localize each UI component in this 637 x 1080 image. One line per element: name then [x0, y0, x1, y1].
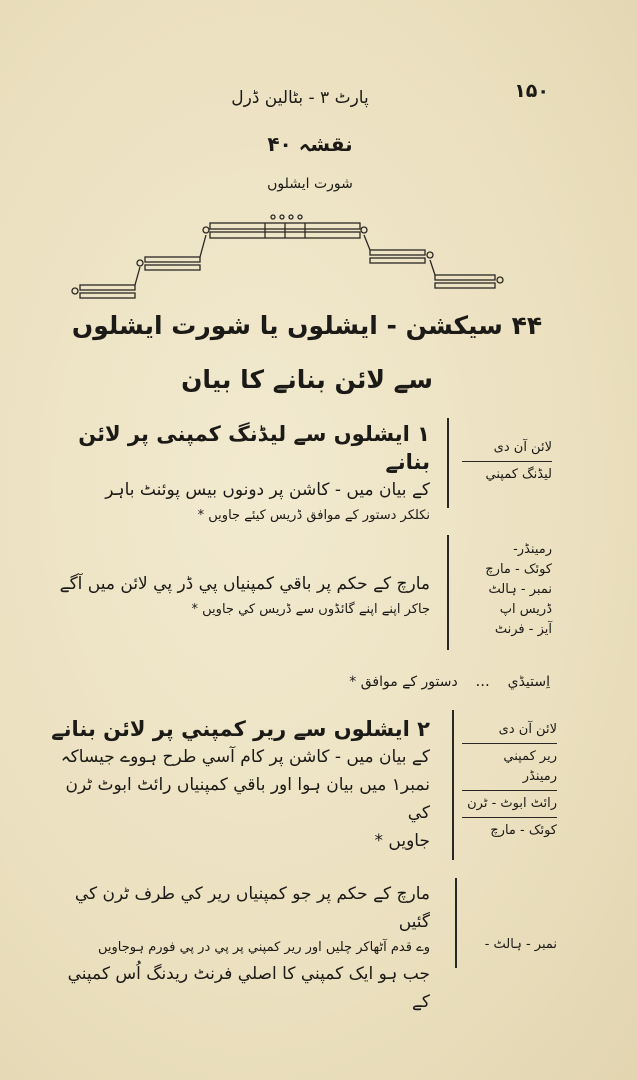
steady-label: اِستیڈي — [507, 674, 550, 690]
paragraph-4 — [50, 880, 430, 1016]
para4-line1: مارچ کے حکم پر جو کمپنیاں ریر کي طرف ٹرن کي گئیں — [74, 884, 430, 932]
para1-line2: کے بیان میں - کاشن پر دونوں بیس پوئنٹ باہر — [105, 480, 430, 500]
map-title: نقشہ ۴۰ — [267, 132, 353, 156]
section-number: ۴۴ — [511, 311, 543, 340]
side3-line2: ریر کمپني — [503, 749, 557, 764]
side1-line2: لیڈنگ کمپني — [485, 467, 552, 482]
side3-line1: لائن آن دی — [498, 722, 557, 737]
side-note-4 — [462, 935, 557, 955]
running-head: پارٹ ۳ - بٹالین ڈرل — [231, 88, 369, 108]
brace-3 — [452, 710, 454, 860]
steady-text: دستور کے موافق * — [349, 674, 458, 690]
brace-1 — [447, 418, 449, 508]
para1-line1: ایشلوں سے لیڈنگ کمپنی پر لائن بنانے — [78, 422, 430, 474]
section-title-line1: سیکشن - ایشلوں یا شورت ایشلوں — [71, 311, 503, 340]
steady-row — [260, 672, 550, 690]
side4-line1: نمبر - ہالٹ - — [484, 937, 557, 952]
para4-line3: جب ہو ایک کمپني کا اصلي فرنٹ ریدنگ اُس کمپني کے — [67, 964, 430, 1012]
side-note-3 — [462, 720, 557, 841]
paragraph-2 — [50, 570, 430, 622]
echelon-diagram — [60, 205, 520, 305]
para3-line4: جاویں * — [374, 831, 430, 851]
para1-line3: نکلکر دستور کے موافق ڈریس کیئے جاویں * — [197, 508, 430, 523]
side3-line5: کوئک - مارچ — [490, 823, 557, 838]
para3-number: ۲ — [417, 717, 430, 741]
para2-line1: مارچ کے حکم پر باقي کمپنیاں پي ڈر پي لائن میں آگے — [59, 574, 430, 594]
para3-line3: نمبر۱ میں بیان ہوا اور باقي کمپنیاں رائٹ ابوٹ ٹرن کي — [65, 775, 430, 823]
side2-line1: رمینڈر- — [513, 542, 552, 557]
steady-dots: ... — [475, 672, 490, 690]
side2-line2: کوئک - مارچ — [485, 562, 552, 577]
para2-line2: جاکر اپنے اپنے گائڈوں سے ڈریس کي جاویں * — [191, 602, 430, 617]
paragraph-1 — [50, 420, 430, 528]
side2-line5: آیز - فرنٹ — [494, 622, 552, 637]
brace-4 — [455, 878, 457, 968]
side-note-1 — [462, 438, 552, 485]
side1-line1: لائن آن دی — [493, 440, 552, 455]
side3-line3: رمینڈر — [522, 769, 557, 784]
para4-line2: وے قدم آٹھاکر چلیں اور ریر کمپني پر پي در پي فورم ہوجاویں — [97, 940, 430, 955]
brace-2 — [447, 535, 449, 650]
section-subtitle: سے لائن بنانے کا بیان — [181, 365, 433, 394]
page-number: ۱۵۰ — [514, 80, 549, 102]
side-note-2 — [462, 540, 552, 640]
side2-line3: نمبر - ہالٹ — [488, 582, 552, 597]
paragraph-3 — [50, 715, 430, 855]
para3-line2: کے بیان میں - کاشن پر کام آسي طرح ہووے جیساکہ — [60, 747, 430, 767]
side2-line4: ڈریس اپ — [499, 602, 552, 617]
diagram-caption: شورت ایشلوں — [267, 176, 353, 192]
section-title — [62, 306, 552, 346]
para3-line1: ایشلوں سے ریر کمپني پر لائن بنانے — [51, 717, 410, 741]
para1-number: ۱ — [417, 422, 430, 446]
side3-line4: رائٹ ابوٹ - ٹرن — [467, 796, 557, 811]
